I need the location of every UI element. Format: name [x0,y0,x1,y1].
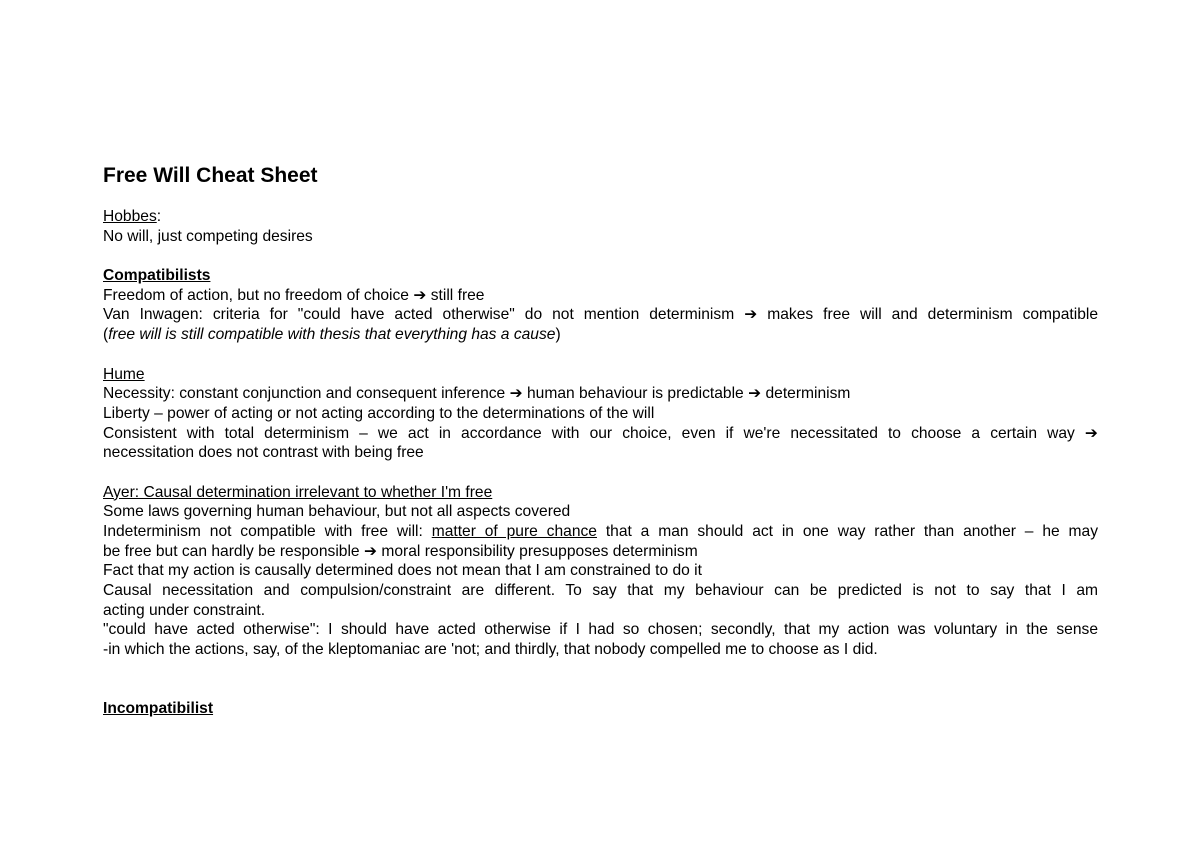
hume-text: Necessity: constant conjunction and consequent inference [103,385,506,403]
ayer-text: moral responsibility presupposes determinism [381,542,698,560]
compat-line [103,305,1098,325]
incompatibilist-heading: Incompatibilist [103,700,214,718]
spacer [103,246,1098,266]
compat-line [103,325,1098,345]
compat-text: still free [430,286,485,304]
spacer [103,345,1098,365]
ayer-underlined-text: matter of pure chance [431,523,597,540]
paren-close: ) [555,326,561,344]
hobbes-heading-colon: : [156,208,162,225]
ayer-heading: Ayer: Causal determination irrelevant to whether I'm free [103,483,493,501]
hume-line [103,384,1098,404]
ayer-text: be free but can hardly be responsible [103,542,360,560]
ayer-text: that a man should act in one way rather than another – he may [596,523,1098,540]
ayer-line: Fact that my action is causally determined does not mean that I am constrained to do it [103,562,702,580]
arrow-icon: ➔ [509,385,523,403]
hume-line: necessitation does not contrast with being free [103,444,424,462]
compat-text: makes free will and determinism compatible [767,306,1098,324]
compat-line [103,286,1098,306]
ayer-line: -in which the actions, say, of the kleptomaniac are 'not; and thirdly, that nobody compelled me to choose as I did. [103,641,878,659]
spacer [103,680,1098,700]
spacer [103,463,1098,483]
ayer-line: acting under constraint. [103,601,266,619]
arrow-icon: ➔ [744,306,758,324]
ayer-line: "could have acted otherwise": I should have acted otherwise if I had so chosen; secondly, that my action was voluntary in the sense [103,621,1098,639]
arrow-icon: ➔ [748,385,762,403]
hume-text: Consistent with total determinism – we act in accordance with our choice, even if we're necessitated to choose a certain way [103,424,1075,442]
ayer-text: Indeterminism not compatible with free will: [103,523,432,540]
compat-italic-text: free will is still compatible with thesis that everything has a cause [108,326,556,344]
compat-text: Freedom of action, but no freedom of choice [103,286,409,304]
document-body [103,207,1098,719]
hobbes-heading-line [103,207,1098,227]
ayer-line [103,542,1098,562]
arrow-icon: ➔ [363,542,378,560]
hobbes-heading: Hobbes [103,208,157,225]
hume-line [103,424,1098,444]
spacer [103,660,1098,680]
arrow-icon: ➔ [413,286,427,304]
hobbes-line: No will, just competing desires [103,227,313,245]
arrow-icon: ➔ [1084,424,1098,442]
ayer-line: Some laws governing human behaviour, but not all aspects covered [103,503,571,521]
hume-heading: Hume [103,365,145,383]
hume-line: Liberty – power of acting or not acting according to the determinations of the will [103,404,655,422]
compat-text: Van Inwagen: criteria for "could have acted otherwise" do not mention determinism [103,306,735,324]
hume-text: human behaviour is predictable [527,385,744,403]
ayer-line: Causal necessitation and compulsion/constraint are different. To say that my behaviour can be predicted is not to say that I am [103,582,1098,600]
paren-open: ( [103,326,109,344]
ayer-line [103,522,1098,542]
compatibilists-heading: Compatibilists [103,267,211,285]
hume-text: determinism [765,385,851,403]
page-title: Free Will Cheat Sheet [103,164,318,187]
